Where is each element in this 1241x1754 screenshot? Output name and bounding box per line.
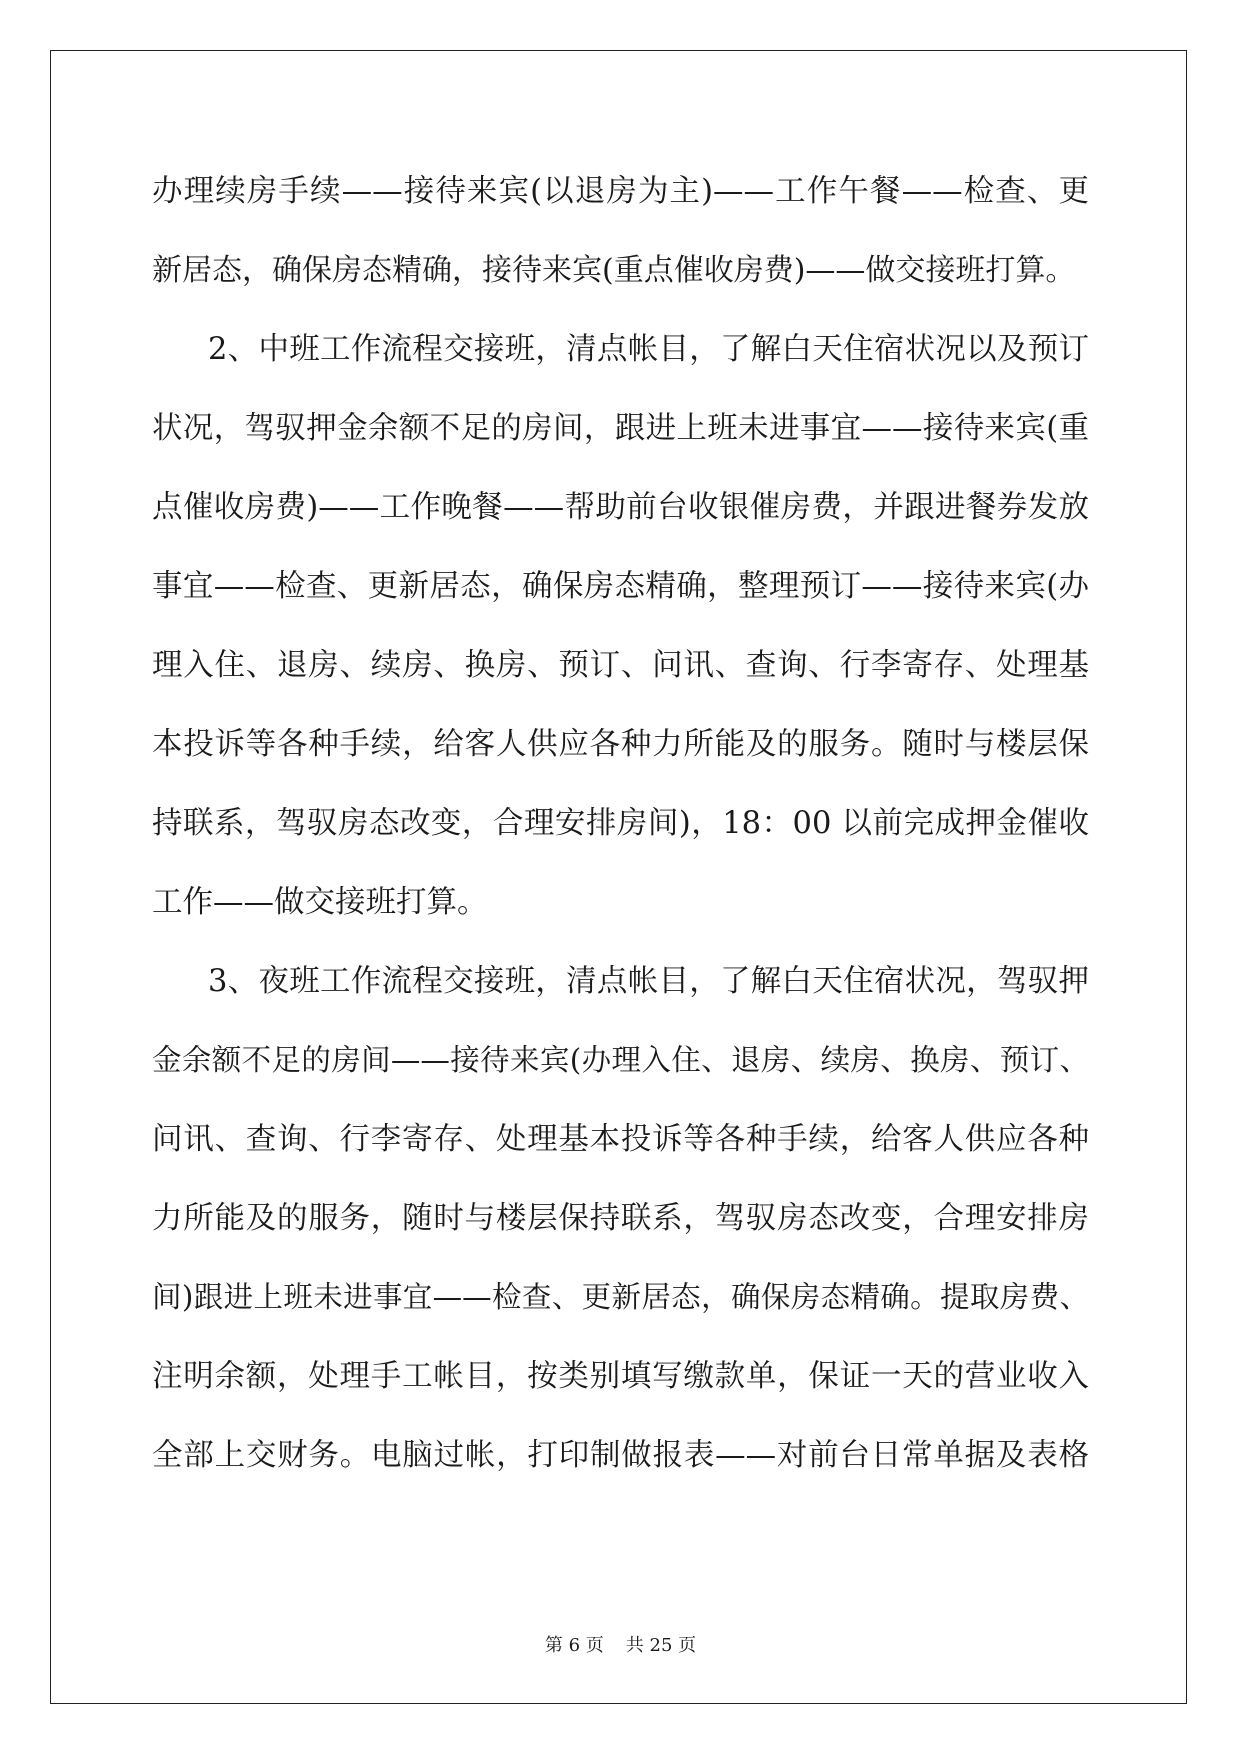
text-line: 点催收房费)——工作晚餐——帮助前台收银催房费，并跟进餐券发放 xyxy=(152,490,1089,525)
text-line: 注明余额，处理手工帐目，按类别填写缴款单，保证一天的营业收入 xyxy=(152,1359,1089,1394)
text-line: 问讯、查询、行李寄存、处理基本投诉等各种手续，给客人供应各种 xyxy=(152,1122,1089,1157)
page-footer xyxy=(0,1631,1241,1657)
text-line: 事宜——检查、更新居态，确保房态精确，整理预订——接待来宾(办 xyxy=(152,569,1089,604)
document-body xyxy=(152,152,1089,1495)
text-line: 力所能及的服务，随时与楼层保持联系，驾驭房态改变，合理安排房 xyxy=(152,1201,1089,1236)
text-line: 状况，驾驭押金余额不足的房间，跟进上班未进事宜——接待来宾(重 xyxy=(152,411,1089,446)
text-line: 间)跟进上班未进事宜——检查、更新居态，确保房态精确。提取房费、 xyxy=(152,1280,1089,1314)
paragraph-start-line: 3、夜班工作流程交接班，清点帐目，了解白天住宿状况，驾驭押 xyxy=(208,964,1089,999)
text-line: 办理续房手续——接待来宾(以退房为主)——工作午餐——检查、更 xyxy=(152,174,1089,209)
text-line: 新居态，确保房态精确，接待来宾(重点催收房费)——做交接班打算。 xyxy=(152,253,1076,288)
page-total: 共 25 页 xyxy=(625,1635,697,1656)
text-line: 工作——做交接班打算。 xyxy=(152,885,488,920)
page-number: 第 6 页 xyxy=(544,1635,604,1656)
text-line: 理入住、退房、续房、换房、预订、问讯、查询、行李寄存、处理基 xyxy=(152,648,1089,683)
text-line: 本投诉等各种手续，给客人供应各种力所能及的服务。随时与楼层保 xyxy=(152,727,1089,762)
text-line: 金余额不足的房间——接待来宾(办理入住、退房、续房、换房、预订、 xyxy=(152,1043,1089,1077)
text-line: 持联系，驾驭房态改变，合理安排房间)，18：00 以前完成押金催收 xyxy=(152,806,1089,841)
text-line: 全部上交财务。电脑过帐，打印制做报表——对前台日常单据及表格 xyxy=(152,1438,1089,1473)
paragraph-start-line: 2、中班工作流程交接班，清点帐目，了解白天住宿状况以及预订 xyxy=(208,332,1089,367)
